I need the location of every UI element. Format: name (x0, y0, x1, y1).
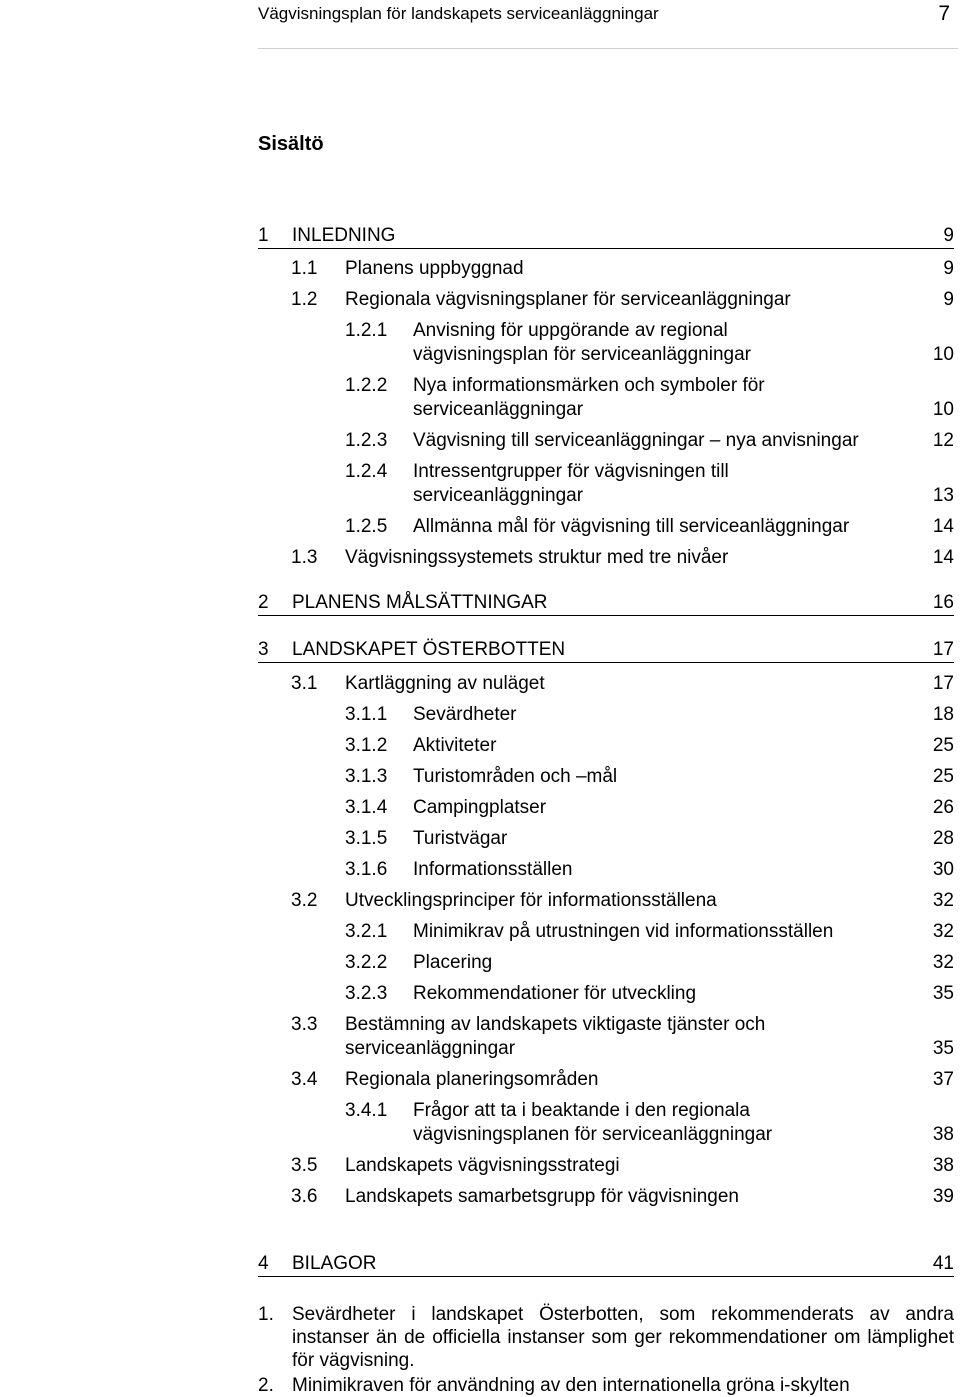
toc-entry-title: INLEDNING (292, 225, 396, 246)
toc-entry-title: BILAGOR (292, 1253, 377, 1274)
appendix-item (258, 1303, 954, 1372)
appendix-text: Sevärdheter i landskapet Österbotten, som rekommenderats av andra instanser än de officiella instanser som ger rekommendationer om lämplighet för vägvisning. (292, 1304, 954, 1371)
toc-entry-number: 1.2.3 (345, 430, 388, 451)
toc-heading: Sisältö (258, 133, 324, 155)
toc-entry-level-3 (345, 827, 954, 851)
toc-entry-level-3 (345, 982, 954, 1006)
toc-entry-title-continued: serviceanläggningar (413, 399, 584, 420)
toc-entry-level-3 (345, 460, 954, 508)
toc-entry-number: 3.1.4 (345, 797, 388, 818)
toc-entry-number: 3.1.2 (345, 735, 388, 756)
toc-entry-page: 32 (932, 921, 954, 942)
toc-entry-number: 3.3 (291, 1014, 318, 1035)
toc-entry-number: 3.5 (291, 1155, 318, 1176)
toc-entry-page: 17 (932, 639, 954, 660)
toc-entry-level-3 (345, 374, 954, 422)
toc-entry-title: Regionala planeringsområden (345, 1069, 599, 1090)
toc-entry-number: 2 (258, 592, 269, 613)
toc-entry-level-3 (345, 515, 954, 539)
toc-entry-number: 3.2.2 (345, 952, 388, 973)
toc-entry-page: 37 (932, 1069, 954, 1090)
toc-entry-page: 14 (932, 547, 954, 568)
toc-entry-title-continued: serviceanläggningar (413, 485, 584, 506)
toc-entry-title: Anvisning för uppgörande av regional (413, 320, 728, 341)
toc-entry-level-3 (345, 920, 954, 944)
toc-entry-title: Regionala vägvisningsplaner för serviceanläggningar (345, 289, 791, 310)
toc-entry-title: Utvecklingsprinciper för informationsställena (345, 890, 717, 911)
toc-entry-title: Vägvisningssystemets struktur med tre nivåer (345, 547, 729, 568)
toc-entry-number: 3.1 (291, 673, 318, 694)
toc-entry-title: Rekommendationer för utveckling (413, 983, 697, 1004)
toc-entry-page: 32 (932, 952, 954, 973)
header-title: Vägvisningsplan för landskapets serviceanläggningar (258, 4, 659, 23)
toc-entry-level-2 (291, 889, 954, 913)
appendix-number: 2. (258, 1375, 274, 1396)
toc-entry-page: 32 (932, 890, 954, 911)
appendix-text: Minimikraven för användning av den internationella gröna i-skylten (292, 1375, 850, 1396)
toc-entry-level-3 (345, 765, 954, 789)
toc-entry-level-3 (345, 858, 954, 882)
toc-entry-title: PLANENS MÅLSÄTTNINGAR (292, 592, 548, 613)
toc-entry-title: Informationsställen (413, 859, 573, 880)
toc-entry-page: 38 (932, 1155, 954, 1176)
toc-entry-number: 1.2.4 (345, 461, 388, 482)
toc-entry-page: 41 (932, 1253, 954, 1274)
toc-entry-page: 39 (932, 1186, 954, 1207)
toc-entry-title: Vägvisning till serviceanläggningar – nya anvisningar (413, 430, 859, 451)
toc-entry-level-3 (345, 703, 954, 727)
toc-entry-level-1 (258, 1252, 954, 1277)
toc-entry-level-3 (345, 319, 954, 367)
toc-entry-title: Planens uppbyggnad (345, 258, 524, 279)
appendix-number: 1. (258, 1304, 274, 1325)
toc-entry-level-3 (345, 429, 954, 453)
toc-entry-title-continued: vägvisningsplanen för serviceanläggningar (413, 1124, 773, 1145)
toc-entry-title-continued: vägvisningsplan för serviceanläggningar (413, 344, 751, 365)
toc-entry-level-3 (345, 734, 954, 758)
toc-entry-level-1 (258, 638, 954, 663)
toc-entry-title: Aktiviteter (413, 735, 497, 756)
toc-entry-page: 14 (932, 516, 954, 537)
toc-entry-page: 35 (932, 983, 954, 1004)
toc-entry-title: LANDSKAPET ÖSTERBOTTEN (292, 639, 566, 660)
toc-entry-title: Frågor att ta i beaktande i den regionala (413, 1100, 750, 1121)
toc-entry-number: 1.2.5 (345, 516, 388, 537)
toc-entry-title: Landskapets samarbetsgrupp för vägvisningen (345, 1186, 739, 1207)
toc-entry-title: Nya informationsmärken och symboler för (413, 375, 765, 396)
toc-entry-title-continued: serviceanläggningar (345, 1038, 516, 1059)
toc-entry-level-2 (291, 288, 954, 312)
toc-entry-number: 4 (258, 1253, 269, 1274)
toc-entry-number: 3.6 (291, 1186, 318, 1207)
toc-entry-number: 3.1.6 (345, 859, 388, 880)
header-page-number: 7 (938, 2, 950, 25)
toc-entry-page: 9 (943, 225, 954, 246)
toc-entry-level-2 (291, 1013, 954, 1061)
toc-entry-page: 30 (932, 859, 954, 880)
toc-entry-number: 3.2.1 (345, 921, 388, 942)
toc-entry-level-3 (345, 951, 954, 975)
toc-entry-page: 38 (932, 1124, 954, 1145)
toc-entry-page: 10 (932, 344, 954, 365)
toc-entry-page: 28 (932, 828, 954, 849)
toc-entry-title: Campingplatser (413, 797, 547, 818)
toc-entry-level-2 (291, 1154, 954, 1178)
toc-entry-number: 3.1.5 (345, 828, 388, 849)
toc-entry-number: 3.1.3 (345, 766, 388, 787)
toc-entry-level-1 (258, 224, 954, 249)
toc-entry-page: 18 (932, 704, 954, 725)
toc-entry-number: 3.4 (291, 1069, 318, 1090)
toc-entry-level-2 (291, 672, 954, 696)
toc-entry-level-3 (345, 796, 954, 820)
toc-entry-number: 1.1 (291, 258, 318, 279)
toc-entry-number: 1 (258, 225, 269, 246)
toc-entry-level-2 (291, 1068, 954, 1092)
toc-entry-level-2 (291, 257, 954, 281)
appendix-item (258, 1374, 954, 1397)
toc-entry-title: Placering (413, 952, 493, 973)
toc-entry-level-2 (291, 546, 954, 570)
toc-entry-number: 3.2.3 (345, 983, 388, 1004)
toc-entry-number: 1.2.2 (345, 375, 388, 396)
toc-entry-title: Landskapets vägvisningsstrategi (345, 1155, 620, 1176)
toc-entry-page: 12 (932, 430, 954, 451)
toc-entry-page: 10 (932, 399, 954, 420)
toc-entry-page: 16 (932, 592, 954, 613)
toc-entry-number: 3.4.1 (345, 1100, 388, 1121)
toc-entry-number: 1.2 (291, 289, 318, 310)
toc-entry-title: Bestämning av landskapets viktigaste tjänster och (345, 1014, 766, 1035)
toc-entry-title: Turistområden och –mål (413, 766, 618, 787)
toc-entry-page: 13 (932, 485, 954, 506)
toc-entry-page: 17 (932, 673, 954, 694)
toc-entry-level-3 (345, 1099, 954, 1147)
toc-entry-number: 1.2.1 (345, 320, 388, 341)
toc-entry-page: 26 (932, 797, 954, 818)
toc-entry-page: 25 (932, 735, 954, 756)
toc-entry-level-2 (291, 1185, 954, 1209)
toc-entry-page: 25 (932, 766, 954, 787)
toc-entry-number: 3.1.1 (345, 704, 388, 725)
toc-entry-title: Turistvägar (413, 828, 508, 849)
toc-entry-number: 3.2 (291, 890, 318, 911)
toc-entry-page: 9 (943, 289, 954, 310)
toc-entry-title: Minimikrav på utrustningen vid informationsställen (413, 921, 834, 942)
toc-entry-title: Intressentgrupper för vägvisningen till (413, 461, 729, 482)
toc-entry-page: 9 (943, 258, 954, 279)
running-header (258, 0, 958, 49)
toc-entry-level-1 (258, 591, 954, 616)
toc-entry-title: Kartläggning av nuläget (345, 673, 545, 694)
toc-entry-number: 1.3 (291, 547, 318, 568)
toc-entry-number: 3 (258, 639, 269, 660)
toc-entry-page: 35 (932, 1038, 954, 1059)
toc-entry-title: Sevärdheter (413, 704, 517, 725)
toc-entry-title: Allmänna mål för vägvisning till serviceanläggningar (413, 516, 850, 537)
